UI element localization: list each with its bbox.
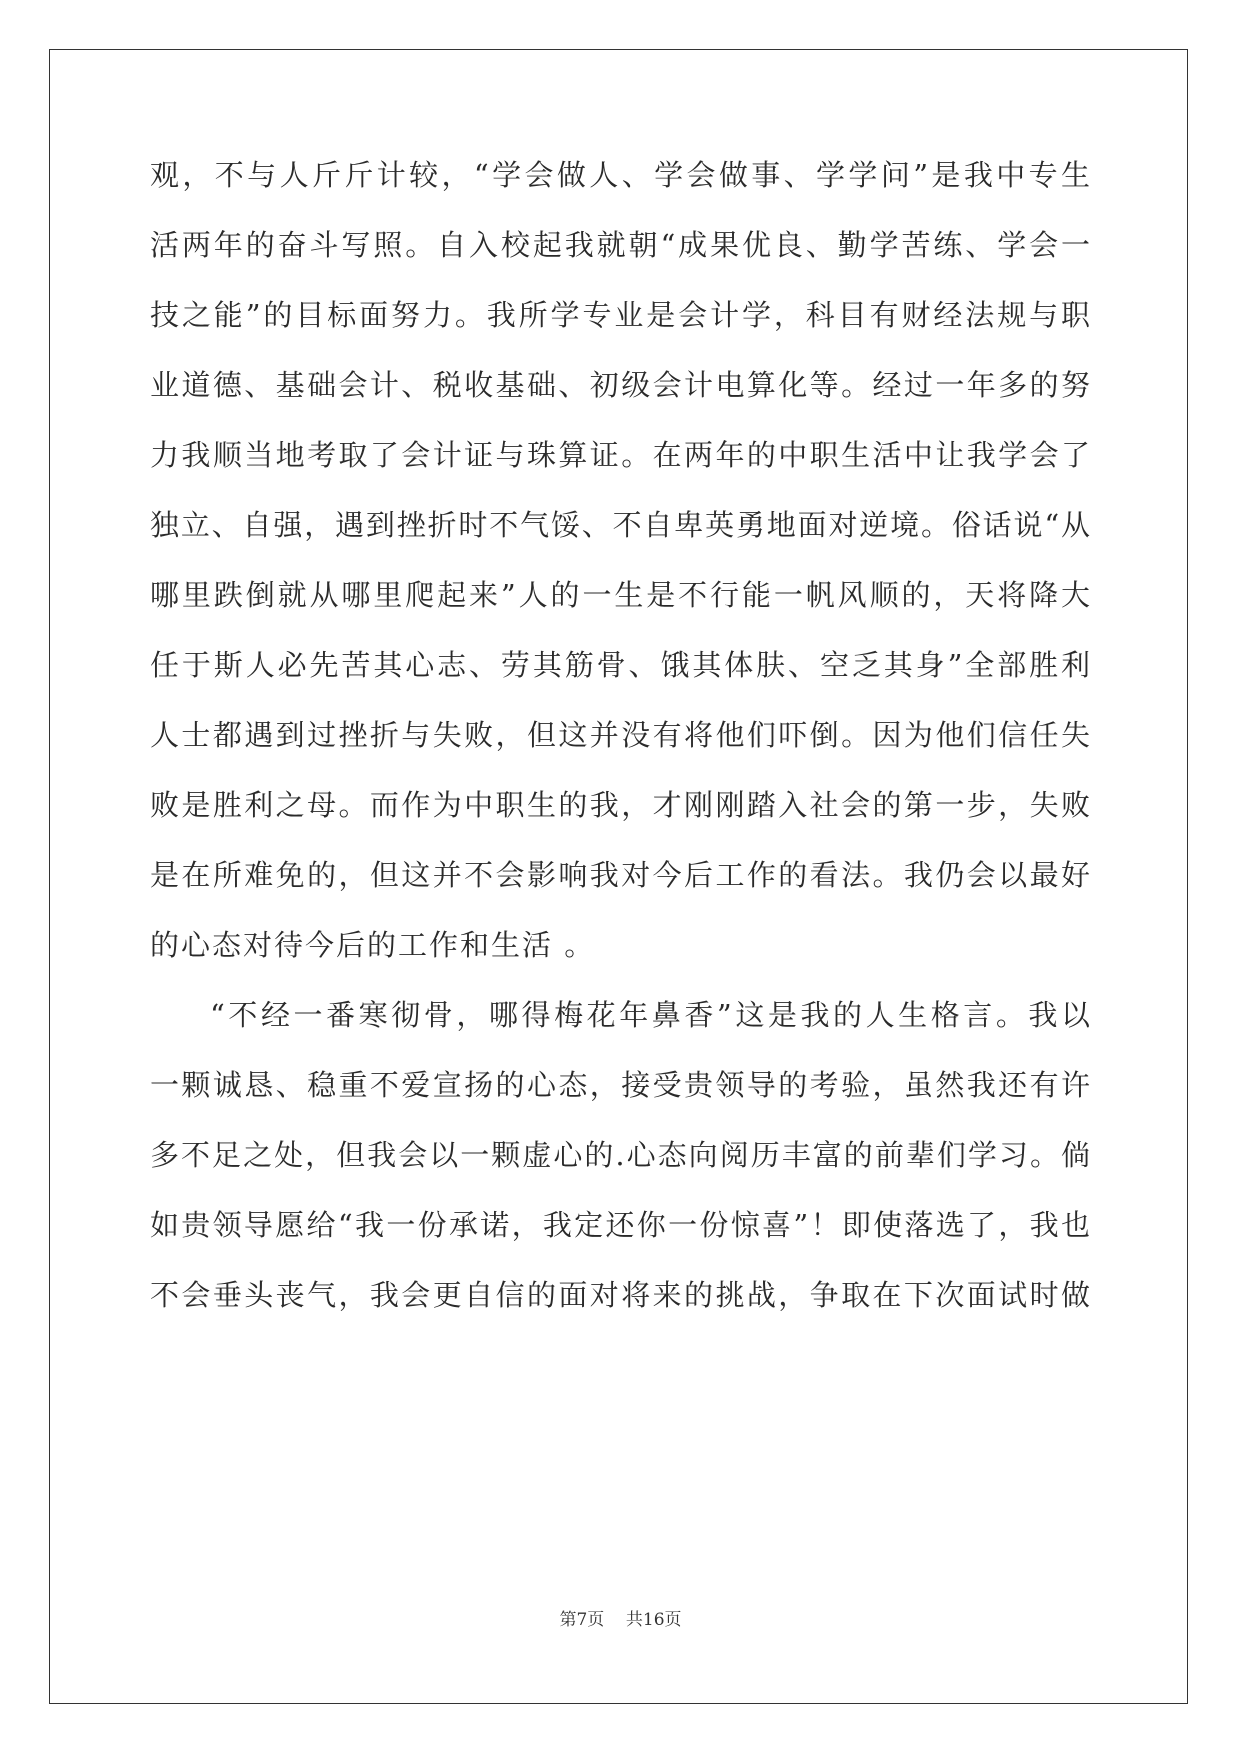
- text-line: 多不足之处，但我会以一颗虚心的.心态向阅历丰富的前辈们学习。倘: [150, 1138, 1090, 1172]
- text-line: 不会垂头丧气，我会更自信的面对将来的挑战，争取在下次面试时做: [150, 1278, 1090, 1312]
- text-line: 活两年的奋斗写照。自入校起我就朝“成果优良、勤学苦练、学会一: [150, 228, 1090, 262]
- text-line: 人士都遇到过挫折与失败，但这并没有将他们吓倒。因为他们信任失: [150, 718, 1090, 752]
- text-line: 如贵领导愿给“我一份承诺，我定还你一份惊喜”！即使落选了，我也: [150, 1208, 1090, 1242]
- page-total: 共16页: [625, 1610, 682, 1630]
- text-line: 观，不与人斤斤计较，“学会做人、学会做事、学学问”是我中专生: [150, 158, 1090, 192]
- text-line: 业道德、基础会计、税收基础、初级会计电算化等。经过一年多的努: [150, 368, 1090, 402]
- page-number: 第7页: [559, 1610, 605, 1630]
- text-line: 任于斯人必先苦其心志、劳其筋骨、饿其体肤、空乏其身”全部胜利: [150, 648, 1090, 682]
- text-line: 力我顺当地考取了会计证与珠算证。在两年的中职生活中让我学会了: [150, 438, 1090, 472]
- page-footer: [0, 1608, 1241, 1632]
- text-line: 的心态对待今后的工作和生活 。: [150, 928, 596, 962]
- text-line: 败是胜利之母。而作为中职生的我，才刚刚踏入社会的第一步，失败: [150, 788, 1090, 822]
- text-line: 技之能”的目标面努力。我所学专业是会计学，科目有财经法规与职: [150, 298, 1090, 332]
- text-line: 独立、自强，遇到挫折时不气馁、不自卑英勇地面对逆境。俗话说“从: [150, 508, 1090, 542]
- text-line: 哪里跌倒就从哪里爬起来”人的一生是不行能一帆风顺的，天将降大: [150, 578, 1090, 612]
- text-line: “不经一番寒彻骨，哪得梅花年鼻香”这是我的人生格言。我以: [210, 998, 1090, 1032]
- text-line: 是在所难免的，但这并不会影响我对今后工作的看法。我仍会以最好: [150, 858, 1090, 892]
- text-line: 一颗诚恳、稳重不爱宣扬的心态，接受贵领导的考验，虽然我还有许: [150, 1068, 1090, 1102]
